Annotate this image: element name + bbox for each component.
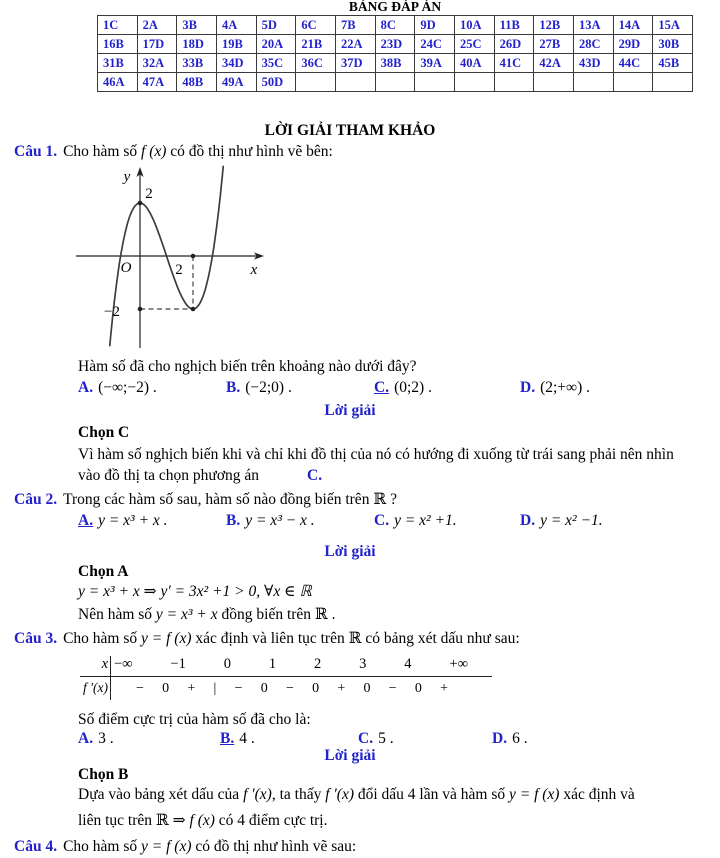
question-3-text: Số điểm cực trị của hàm số đã cho là:: [78, 711, 311, 728]
option-d-label: D.: [520, 512, 536, 529]
answer-cell: 16B: [98, 35, 138, 54]
x-value: 1: [268, 656, 277, 672]
solution-heading-q1: Lời giải: [324, 402, 376, 419]
sign-table-x-values: [114, 653, 468, 675]
sign-symbol: −: [136, 681, 144, 696]
answer-cell: 3B: [177, 16, 217, 35]
answer-cell: 50D: [257, 73, 297, 92]
answer-cell: 44C: [614, 54, 654, 73]
option-c-text: (0;2) .: [394, 379, 432, 396]
q2-question-text: Trong các hàm số sau, hàm số nào đồng biến trên ℝ ?: [63, 491, 397, 508]
q3-exp-math: f ′(x): [243, 786, 272, 803]
option-c-label: C.: [374, 512, 390, 529]
q4-intro-text: Cho hàm số: [63, 838, 142, 855]
sign-table: [80, 653, 492, 700]
answer-cell: 47A: [138, 73, 178, 92]
point-x-2: [191, 254, 196, 259]
explanation-q1-line2: [78, 465, 694, 486]
function-graph: [70, 164, 270, 352]
y-axis-label: y: [123, 169, 131, 185]
answer-cell: 40A: [455, 54, 495, 73]
origin-label: O: [120, 260, 132, 276]
x-value: 4: [404, 656, 412, 672]
explanation-q3-line2: [78, 810, 694, 831]
answer-cell: 27B: [534, 35, 574, 54]
q2-conclusion-text: Nên hàm số: [78, 606, 156, 623]
answer-cell: 26D: [495, 35, 535, 54]
answer-cell: 31B: [98, 54, 138, 73]
question-2-intro: [14, 489, 397, 510]
answer-cell: 30B: [653, 35, 693, 54]
option-d-label: D.: [520, 379, 536, 396]
sign-symbol: +: [337, 681, 346, 696]
answer-cell: 42A: [534, 54, 574, 73]
answer-cell: 37D: [336, 54, 376, 73]
answer-key-title: BẢNG ĐÁP ÁN: [348, 0, 442, 14]
answer-cell: [653, 73, 693, 92]
sign-symbol: −: [285, 681, 294, 696]
sign-symbol: 0: [363, 681, 371, 696]
question-4-intro: [14, 836, 356, 857]
q3-exp2-text: liên tục trên ℝ ⇒: [78, 812, 190, 829]
solution-heading-q3: Lời giải: [324, 747, 376, 764]
explanation-q1-answer: C.: [307, 467, 323, 484]
answer-cell: 8C: [376, 16, 416, 35]
option-a-text: y = x³ + x .: [98, 512, 168, 529]
option-d-text: y = x² −1.: [540, 512, 603, 529]
x-value: 0: [223, 656, 231, 672]
sign-symbol: |: [213, 681, 217, 696]
answer-cell: 46A: [98, 73, 138, 92]
q3-intro-math: y = f (x): [141, 630, 192, 647]
option-b-text: (−2;0) .: [245, 379, 292, 396]
q2-conclusion-text2: đồng biến trên ℝ .: [217, 606, 336, 623]
option-a-label: A.: [78, 512, 94, 529]
answer-cell: [495, 73, 535, 92]
option-a-label: A.: [78, 730, 94, 747]
answer-cell: 15A: [653, 16, 693, 35]
answer-cell: 9D: [415, 16, 455, 35]
x-value: 2: [314, 656, 322, 672]
q3-intro-text: Cho hàm số: [63, 630, 142, 647]
explanation-q1-line2-text: vào đồ thị ta chọn phương án: [78, 467, 260, 484]
question-2-options: [78, 510, 698, 532]
answer-cell: [455, 73, 495, 92]
chosen-answer-q2: Chọn A: [78, 563, 129, 580]
option-b-text: y = x³ − x .: [245, 512, 315, 529]
answer-cell: 1C: [98, 16, 138, 35]
option-d-label: D.: [492, 730, 508, 747]
answer-cell: 6C: [296, 16, 336, 35]
answer-cell: [614, 73, 654, 92]
answer-cell: 25C: [455, 35, 495, 54]
chosen-answer-q3: Chọn B: [78, 766, 129, 783]
option-d-text: 6 .: [512, 730, 528, 747]
answer-cell: [534, 73, 574, 92]
question-1-number: Câu 1.: [14, 143, 58, 160]
sign-table-x-row: [80, 653, 492, 676]
option-b-text: 4 .: [239, 730, 255, 747]
answer-cell: 45B: [653, 54, 693, 73]
answer-cell: 4A: [217, 16, 257, 35]
question-3-intro: [14, 628, 520, 649]
q1-intro-math: f (x): [141, 143, 167, 160]
sign-table-f-row: [80, 676, 492, 700]
option-a-text: 3 .: [98, 730, 114, 747]
point-local-max: [138, 201, 143, 206]
answer-cell: 33B: [177, 54, 217, 73]
q3-exp2-text2: có 4 điểm cực trị.: [214, 812, 328, 829]
sign-table-x-label: x: [101, 656, 108, 672]
option-b-label: B.: [220, 730, 235, 747]
answer-cell: 39A: [415, 54, 455, 73]
conclusion-line-q2: [78, 604, 336, 625]
q3-intro-text2: xác định và liên tục trên ℝ có bảng xét dấu như sau:: [191, 630, 520, 647]
x-value: −∞: [114, 656, 133, 672]
answer-cell: 21B: [296, 35, 336, 54]
answer-cell: 18D: [177, 35, 217, 54]
q3-exp-math2: f ′(x): [325, 786, 354, 803]
sign-symbol: +: [187, 681, 196, 696]
answer-cell: 13A: [574, 16, 614, 35]
sign-symbol: −: [234, 681, 243, 696]
q2-conclusion-math: y = x³ + x: [155, 606, 218, 623]
answer-cell: [415, 73, 455, 92]
option-c-label: C.: [358, 730, 374, 747]
answer-cell: [336, 73, 376, 92]
point-y-minus2: [138, 307, 143, 312]
sign-table-f-label: f ′(x): [82, 680, 108, 695]
explanation-q3-line1: [78, 784, 694, 805]
question-2-number: Câu 2.: [14, 491, 58, 508]
sign-symbol: 0: [414, 681, 422, 696]
chosen-answer-q1: Chọn C: [78, 424, 130, 441]
derivative-line-q2: y = x³ + x ⇒ y′ = 3x² +1 > 0, ∀x ∈ ℝ: [78, 583, 312, 600]
explanation-q1-line1: Vì hàm số nghịch biến khi và chỉ khi đồ thị của nó có hướng đi xuống từ trái sang phải nên nhìn: [78, 446, 674, 463]
solution-heading-q2: Lời giải: [324, 543, 376, 560]
answer-cell: 11B: [495, 16, 535, 35]
option-d-text: (2;+∞) .: [540, 379, 590, 396]
answer-cell: 19B: [217, 35, 257, 54]
answer-cell: 29D: [614, 35, 654, 54]
answer-cell: 17D: [138, 35, 178, 54]
x-value: −1: [170, 656, 186, 672]
sign-symbol: +: [440, 681, 448, 696]
answer-cell: 24C: [415, 35, 455, 54]
q3-exp-text2: , ta thấy: [271, 786, 326, 803]
x-axis-label: x: [250, 262, 258, 278]
option-a-label: A.: [78, 379, 94, 396]
answer-cell: 34D: [217, 54, 257, 73]
answer-cell: 14A: [614, 16, 654, 35]
option-b-label: B.: [226, 379, 241, 396]
answer-cell: 41C: [495, 54, 535, 73]
q4-intro-text2: có đồ thị như hình vẽ sau:: [191, 838, 357, 855]
answer-cell: 28C: [574, 35, 614, 54]
answer-cell: 43D: [574, 54, 614, 73]
q3-exp-text3: đổi dấu 4 lần và hàm số: [354, 786, 509, 803]
question-1-options: [78, 377, 698, 399]
option-c-text: y = x² +1.: [394, 512, 457, 529]
answer-cell: [296, 73, 336, 92]
q4-intro-math: y = f (x): [141, 838, 192, 855]
solutions-heading: LỜI GIẢI THAM KHẢO: [264, 122, 436, 139]
question-1-text: Hàm số đã cho nghịch biến trên khoảng nào dưới đây?: [78, 358, 417, 375]
answer-cell: [574, 73, 614, 92]
question-3-number: Câu 3.: [14, 630, 58, 647]
question-1-intro: [14, 141, 333, 162]
answer-cell: 23D: [376, 35, 416, 54]
answer-cell: 38B: [376, 54, 416, 73]
answer-cell: 2A: [138, 16, 178, 35]
option-a-text: (−∞;−2) .: [98, 379, 157, 396]
point-local-min: [191, 307, 196, 312]
sign-symbol: 0: [162, 681, 170, 696]
answer-cell: 7B: [336, 16, 376, 35]
answer-cell: 5D: [257, 16, 297, 35]
y-tick-2: 2: [145, 186, 153, 202]
answer-cell: 20A: [257, 35, 297, 54]
question-4-number: Câu 4.: [14, 838, 58, 855]
answer-cell: 35C: [257, 54, 297, 73]
answer-cell: 10A: [455, 16, 495, 35]
option-c-text: 5 .: [378, 730, 394, 747]
x-value: +∞: [449, 656, 468, 672]
answer-cell: 32A: [138, 54, 178, 73]
answer-key-table: [97, 15, 693, 92]
q3-exp2-math: f (x): [189, 812, 215, 829]
sign-symbol: 0: [260, 681, 268, 696]
x-tick-2: 2: [175, 262, 183, 278]
x-value: 3: [359, 656, 367, 672]
q3-exp-text4: xác định và: [559, 786, 635, 803]
option-b-label: B.: [226, 512, 241, 529]
y-tick-minus2: −2: [104, 304, 120, 320]
q3-exp-text: Dựa vào bảng xét dấu của: [78, 786, 244, 803]
answer-cell: 12B: [534, 16, 574, 35]
answer-cell: 49A: [217, 73, 257, 92]
answer-cell: [376, 73, 416, 92]
sign-symbol: 0: [312, 681, 320, 696]
answer-cell: 36C: [296, 54, 336, 73]
q1-intro-text: Cho hàm số: [63, 143, 142, 160]
sign-table-signs: [136, 678, 448, 700]
sign-symbol: −: [388, 681, 397, 696]
q1-intro-text2: có đồ thị như hình vẽ bên:: [166, 143, 333, 160]
q3-exp-math3: y = f (x): [508, 786, 560, 803]
answer-cell: 22A: [336, 35, 376, 54]
option-c-label: C.: [374, 379, 390, 396]
answer-cell: 48B: [177, 73, 217, 92]
